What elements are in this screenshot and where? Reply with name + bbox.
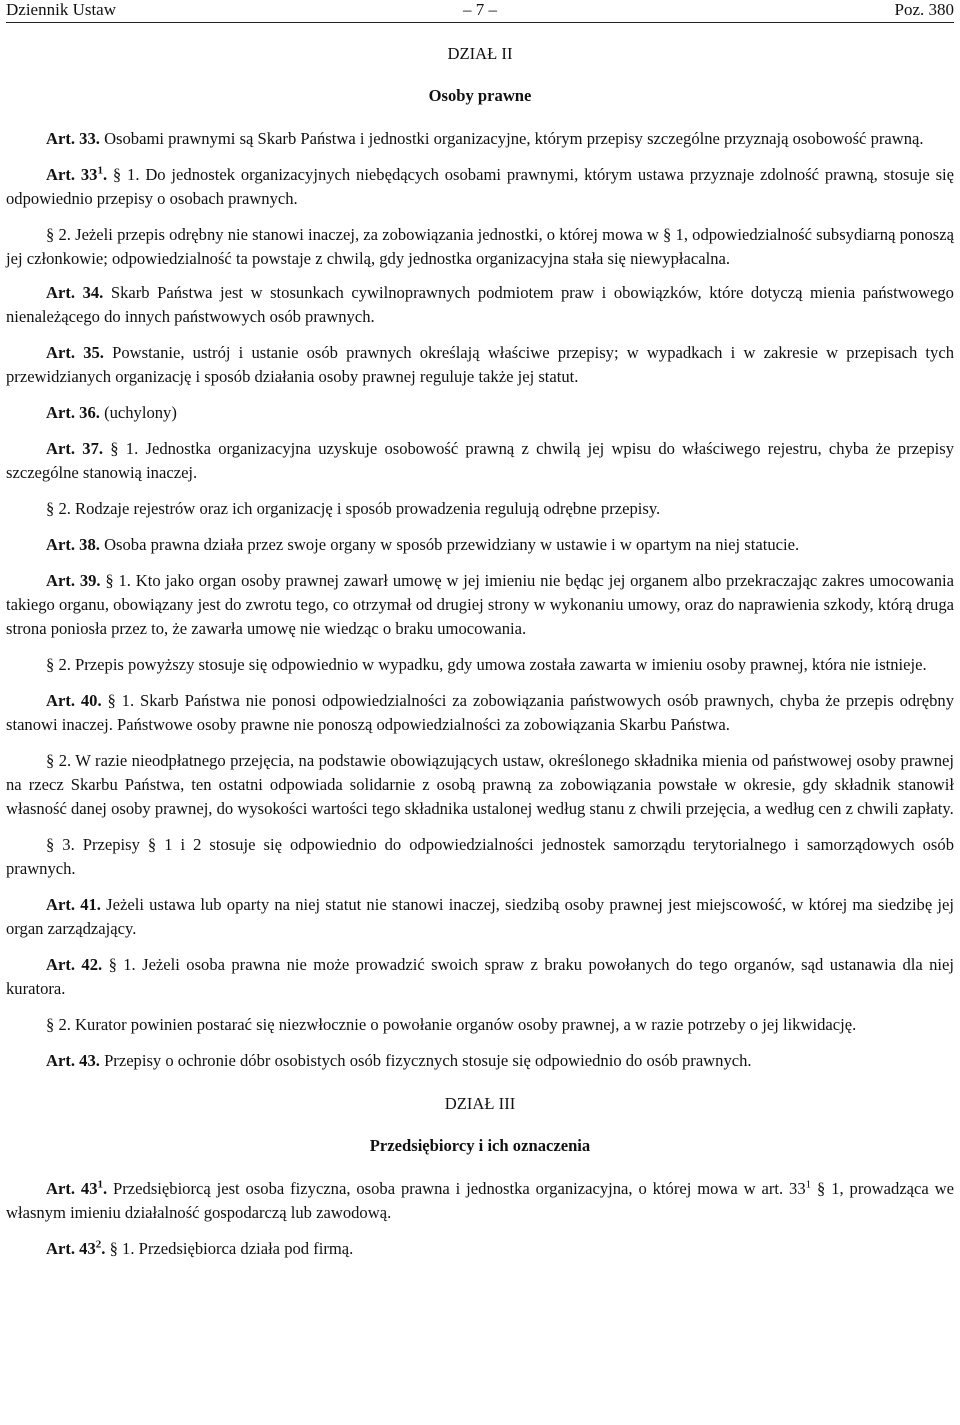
article-43: Art. 43. Przepisy o ochronie dóbr osobistych osób fizycznych stosuje się odpowiednio do osób prawnych. [46,1051,752,1070]
article-43-1: Art. $43^1$. Przedsiębiorcą jest osoba fizyczna, osoba prawna i jednostka organizacyjna, o której mowa w art. $33^1$ § 1, prowadząca we własnym imieniu działalność gospodarczą lub zawodową. [6,1178,955,1222]
article-43-2: Art. $43^2$. § 1. Przedsiębiorca działa pod firmą. [46,1238,354,1258]
section-title: DZIAŁ III [444,1094,516,1113]
page-header [6,0,954,23]
page-number: – 7 – [463,0,497,19]
journal-name: Dziennik Ustaw [6,0,117,19]
article-39-par-2: § 2. Przepis powyższy stosuje się odpowiednio w wypadku, gdy umowa została zawarta w imieniu osoby prawnej, która nie istnieje. [46,655,927,674]
position-number: Poz. 380 [894,0,954,19]
article-33: Art. 33. Osobami prawnymi są Skarb Państwa i jednostki organizacyjne, którym przepisy szczególne przyznają osobowość prawną. [46,129,924,148]
section-subtitle: Przedsiębiorcy i ich oznaczenia [369,1136,591,1155]
article-38: Art. 38. Osoba prawna działa przez swoje organy w sposób przewidziany w ustawie i w opartym na niej statucie. [46,535,800,554]
article-39-par-1: Art. 39. § 1. Kto jako organ osoby prawnej zawarł umowę w jej imieniu nie będąc jej organem albo przekraczając zakres umocowania takiego organu, obowiązany jest do zwrotu tego, co otrzymał od drugiej strony w wykonaniu umowy, oraz do naprawienia szkody, którą druga strona poniosła przez to, że zawarła umowę nie wiedząc o braku umocowania. [6,571,954,638]
article-40-par-1: Art. 40. § 1. Skarb Państwa nie ponosi odpowiedzialności za zobowiązania państwowych osób prawnych, chyba że przepis odrębny stanowi inaczej. Państwowe osoby prawne nie ponoszą odpowiedzialności za zobowiązania Skarbu Państwa. [6,691,954,734]
article-41: Art. 41. Jeżeli ustawa lub oparty na niej statut nie stanowi inaczej, siedzibą osoby prawnej jest miejscowość, w której ma siedzibę jej organ zarządzający. [6,895,954,938]
article-37-par-1: Art. 37. § 1. Jednostka organizacyjna uzyskuje osobowość prawną z chwilą jej wpisu do właściwego rejestru, chyba że przepisy szczególne stanowią inaczej. [6,439,954,482]
article-33-1-par-2: § 2. Jeżeli przepis odrębny nie stanowi inaczej, za zobowiązania jednostki, o której mowa w § 1, odpowiedzialność subsydiarną ponoszą jej członkowie; odpowiedzialność ta powstaje z chwilą, gdy jednostka organizacyjna stała się niewypłacalna. [6,225,954,268]
section-subtitle: Osoby prawne [428,86,532,105]
article-33-1-par-1: Art. $33^1$. § 1. Do jednostek organizacyjnych niebędących osobami prawnymi, którym ustawa przyznaje zdolność prawną, stosuje się odpowiednio przepisy o osobach prawnych. [6,164,955,208]
article-42-par-1: Art. 42. § 1. Jeżeli osoba prawna nie może prowadzić swoich spraw z braku powołanych do tego organów, sąd ustanawia dla niej kuratora. [6,955,954,998]
section-title: DZIAŁ II [447,44,513,63]
article-35: Art. 35. Powstanie, ustrój i ustanie osób prawnych określają właściwe przepisy; w wypadkach i w zakresie w przepisach tych przewidzianych organizację i sposób działania osoby prawnej reguluje także jej statut. [6,343,954,386]
article-40-par-2: § 2. W razie nieodpłatnego przejęcia, na podstawie obowiązujących ustaw, określonego składnika mienia od państwowej osoby prawnej na rzecz Skarbu Państwa, ten ostatni odpowiada solidarnie z osobą prawną za zobowiązania powstałe w okresie, gdy składnik stanowił własność danej osoby prawnej, do wysokości wartości tego składnika ustalonej według stanu z chwili przejęcia, a według cen z chwili zapłaty. [6,751,954,818]
article-36: Art. 36. (uchylony) [46,403,177,422]
article-40-par-3: § 3. Przepisy § 1 i 2 stosuje się odpowiednio do odpowiedzialności jednostek samorządu terytorialnego i samorządowych osób prawnych. [6,835,954,878]
article-42-par-2: § 2. Kurator powinien postarać się niezwłocznie o powołanie organów osoby prawnej, a w razie potrzeby o jej likwidację. [46,1015,857,1034]
article-37-par-2: § 2. Rodzaje rejestrów oraz ich organizację i sposób prowadzenia regulują odrębne przepisy. [46,499,661,518]
article-34: Art. 34. Skarb Państwa jest w stosunkach cywilnoprawnych podmiotem praw i obowiązków, które dotyczą mienia państwowego nienależącego do innych państwowych osób prawnych. [6,283,954,326]
